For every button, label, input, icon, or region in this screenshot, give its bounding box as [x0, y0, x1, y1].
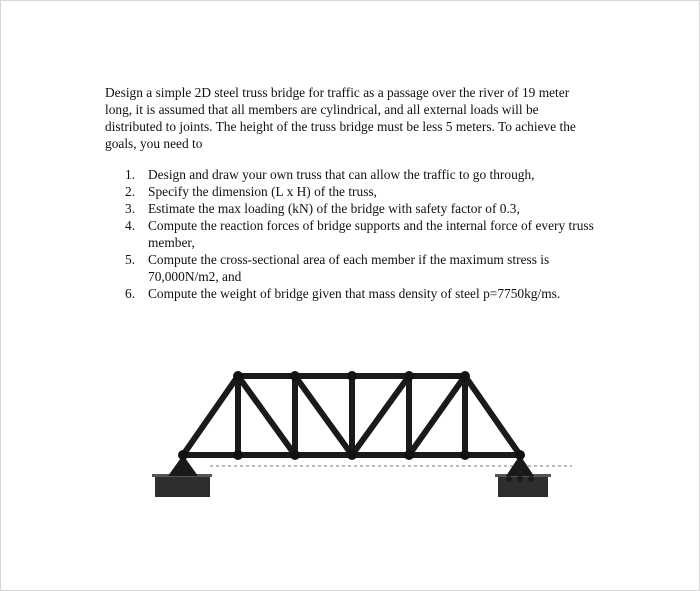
- task-number: 4.: [125, 218, 136, 233]
- task-text: Compute the reaction forces of bridge supports and the internal force of every truss member,: [148, 218, 594, 250]
- joint: [233, 450, 243, 460]
- joint: [347, 450, 357, 460]
- task-number: 5.: [125, 252, 136, 267]
- diagonal-member: [238, 376, 295, 455]
- right-end-post: [465, 376, 520, 455]
- joint: [347, 371, 357, 381]
- joint: [290, 371, 300, 381]
- joint: [460, 450, 470, 460]
- task-number: 1.: [125, 167, 136, 182]
- task-text: Estimate the max loading (kN) of the bridge with safety factor of 0.3,: [148, 201, 520, 216]
- joint: [460, 371, 470, 381]
- task-text: Specify the dimension (L x H) of the truss,: [148, 184, 377, 199]
- task-number: 3.: [125, 201, 136, 216]
- joint: [233, 371, 243, 381]
- joint: [515, 450, 525, 460]
- task-text: Design and draw your own truss that can allow the traffic to go through,: [148, 167, 535, 182]
- truss-members: [183, 376, 520, 455]
- task-text: Compute the weight of bridge given that mass density of steel p=7750kg/ms.: [148, 286, 561, 301]
- right-roller-icon: [506, 476, 534, 482]
- diagonal-member: [409, 376, 465, 455]
- joint: [404, 371, 414, 381]
- left-ground-block: [152, 474, 212, 497]
- diagonal-member: [295, 376, 352, 455]
- left-end-post: [183, 376, 238, 455]
- diagonal-member: [352, 376, 409, 455]
- task-number: 6.: [125, 286, 136, 301]
- right-ground-block: [495, 474, 551, 497]
- joint: [290, 450, 300, 460]
- joint: [178, 450, 188, 460]
- joint: [404, 450, 414, 460]
- task-number: 2.: [125, 184, 136, 199]
- task-text: Compute the cross-sectional area of each member if the maximum stress is 70,000N/m2, and: [148, 252, 550, 284]
- problem-statement: Design a simple 2D steel truss bridge for traffic as a passage over the river of 19 meter long, it is assumed that all members are cylindrical, and all external loads will be distributed to joints. The height of the truss bridge must be less 5 meters. To achieve the goals, you need to: [105, 85, 576, 151]
